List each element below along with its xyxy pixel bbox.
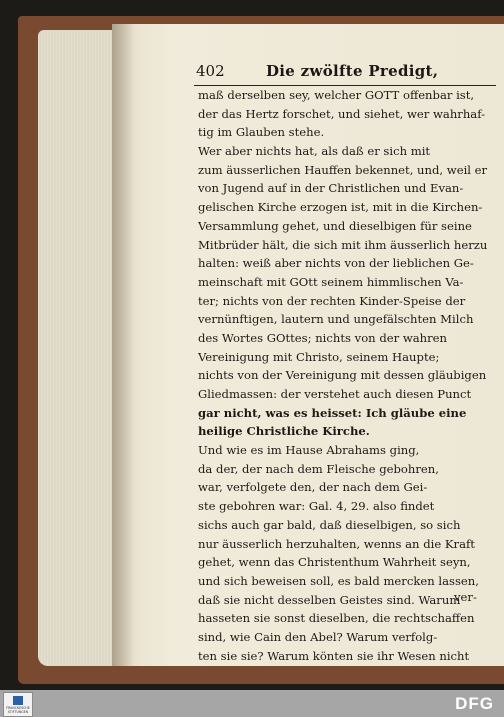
page-gutter-shadow: [112, 24, 134, 666]
text-line: sind, wie Cain den Abel? Warum verfolg-: [198, 629, 438, 644]
text-line: von Jugend auf in der Christlichen und Evan-: [198, 181, 464, 196]
text-line: Versammlung gehet, und dieselbigen für seine: [198, 218, 472, 233]
text-line: da der, der nach dem Fleische gebohren,: [198, 461, 439, 476]
text-line: gelischen Kirche erzogen ist, mit in die Kirchen-: [198, 200, 483, 215]
body-text: [198, 86, 498, 665]
page-number: 402: [196, 62, 225, 80]
funder-logo[interactable]: DFG: [455, 694, 494, 713]
text-line: Vereinigung mit Christo, seinem Haupte;: [198, 349, 440, 364]
text-line: meinschaft mit GOtt seinem himmlischen Va-: [198, 274, 464, 289]
page-header: [196, 58, 496, 84]
text-line: gar nicht, was es heisset: Ich gläube eine: [198, 405, 467, 420]
text-line: des Wortes GOttes; nichts von der wahren: [198, 330, 448, 345]
text-line: zum äusserlichen Hauffen bekennet, und, weil er: [198, 162, 488, 177]
text-line: maß derselben sey, welcher GOTT offenbar ist,: [198, 88, 475, 102]
text-line: nichts von der Vereinigung mit dessen gläubigen: [198, 368, 487, 383]
running-title: Die zwölfte Predigt,: [266, 62, 439, 80]
text-line: heilige Christliche Kirche.: [198, 424, 370, 439]
logo-mark-icon: [13, 696, 23, 705]
text-line: daß sie nicht desselben Geistes sind. Warum: [198, 592, 461, 607]
text-line: Wer aber nichts hat, als daß er sich mit: [198, 144, 431, 159]
text-line: Mitbrüder hält, die sich mit ihm äusserlich herzu: [198, 237, 488, 252]
text-line: halten: weiß aber nichts von der lieblichen Ge-: [198, 256, 474, 271]
text-line: der das Hertz forschet, und siehet, wer wahrhaf-: [198, 106, 486, 121]
text-line: ste gebohren war: Gal. 4, 29. also findet: [198, 499, 435, 514]
text-line: hasseten sie sonst dieselben, die rechtschaffen: [198, 611, 475, 626]
text-line: und sich beweisen soll, es bald mercken lassen,: [198, 573, 479, 588]
text-line: ten sie sie? Warum könten sie ihr Wesen nicht: [198, 648, 470, 663]
text-line: vernünftigen, lautern und ungefälschten Milch: [198, 312, 474, 327]
text-line: Und wie es im Hause Abrahams ging,: [198, 443, 420, 458]
institution-logo[interactable]: [3, 692, 33, 717]
text-line: war, verfolgete den, der nach dem Gei-: [198, 480, 428, 495]
text-line: ter; nichts von der rechten Kinder-Speise der: [198, 293, 466, 308]
text-line: Gliedmassen: der verstehet auch diesen Punct: [198, 387, 472, 401]
logo-text: FRANCKESCHE STIFTUNGEN: [6, 706, 30, 714]
text-line: sichs auch gar bald, daß dieselbigen, so sich: [198, 517, 461, 532]
text-line: tig im Glauben stehe.: [198, 125, 325, 140]
text-line: nur äusserlich herzuhalten, wenns an die Kraft: [198, 536, 475, 551]
page-edges: [38, 30, 120, 666]
viewer-footer: [0, 690, 504, 717]
catchword: ver-: [454, 590, 477, 604]
text-line: gehet, wenn das Christenthum Wahrheit seyn,: [198, 555, 471, 570]
